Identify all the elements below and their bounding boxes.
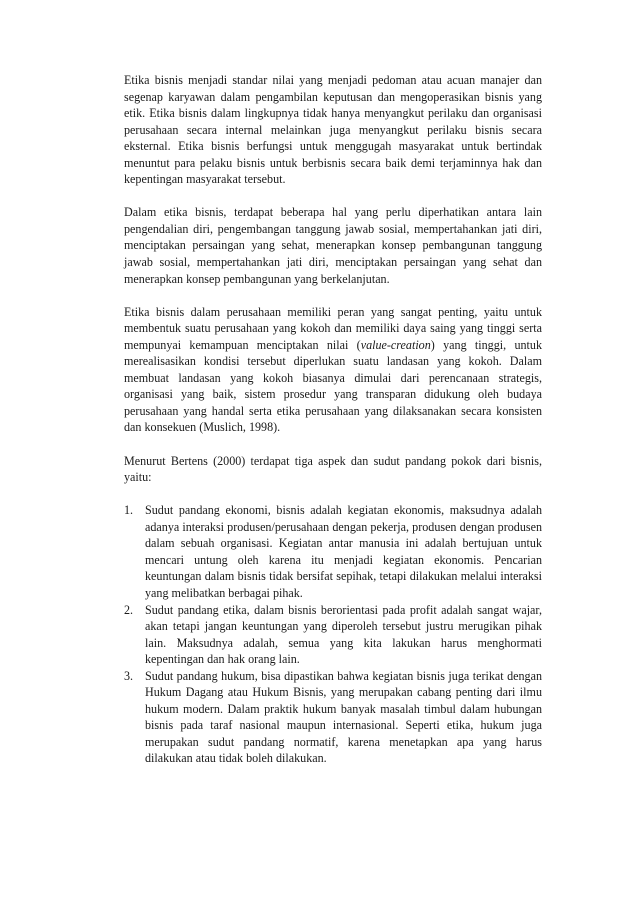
- paragraph-role-text-start: Etika bisnis dalam perusahaan memiliki peran yang sangat penting, yaitu untuk membentuk suatu perusahaan yang kokoh dan memiliki daya saing yang tinggi serta mempunyai kemampuan menciptakan nilai (: [124, 304, 542, 352]
- list-item-ethics-view: [124, 602, 542, 668]
- paragraph-role-text-end: ) yang tinggi, untuk merealisasikan kondisi tersebut diperlukan suatu landasan yang kokoh. Dalam membuat landasan yang kokoh biasanya dimulai dari perencanaan strategis, organisasi yang baik, sistem prosedur yang transparan didukung oleh budaya perusahaan yang handal serta etika perusahaan yang dilaksanakan secara konsisten dan konsekuen (Muslich, 1998).: [124, 337, 542, 435]
- aspects-list: [124, 502, 542, 767]
- list-item-number: 3.: [124, 668, 134, 683]
- document-page: [124, 72, 542, 767]
- list-item-economic-view: [124, 502, 542, 601]
- paragraph-business-ethics-role: [124, 304, 542, 436]
- list-item-text: Sudut pandang hukum, bisa dipastikan bahwa kegiatan bisnis juga terikat dengan Hukum Dagang atau Hukum Bisnis, yang merupakan cabang penting dari ilmu hukum modern. Dalam praktik hukum banyak masalah timbul dalam hubungan bisnis pada taraf nasional maupun internasional. Seperti etika, hukum juga merupakan sudut pandang normatif, karena menetapkan apa yang harus dilakukan atau tidak boleh dilakukan.: [145, 668, 542, 766]
- list-item-text: Sudut pandang etika, dalam bisnis berorientasi pada profit adalah sangat wajar, akan tetapi jangan keuntungan yang diperoleh tersebut justru merugikan pihak lain. Maksudnya adalah, semua yang kita lakukan harus menghormati kepentingan dan hak orang lain.: [145, 602, 542, 667]
- list-item-number: 1.: [124, 503, 134, 518]
- paragraph-bertens-intro: Menurut Bertens (2000) terdapat tiga aspek dan sudut pandang pokok dari bisnis, yaitu:: [124, 453, 542, 485]
- list-item-legal-view: [124, 668, 542, 767]
- list-item-number: 2.: [124, 602, 134, 617]
- list-item-text: Sudut pandang ekonomi, bisnis adalah kegiatan ekonomis, maksudnya adalah adanya interaksi produsen/perusahaan dengan pekerja, produsen dengan produsen dalam sebuah organisasi. Kegiatan antar manusia ini adalah bertujuan untuk mencari untung oleh karena itu menjadi kegiatan ekonomis. Pencarian keuntungan dalam bisnis tidak bersifat sepihak, tetapi dilakukan melalui interaksi yang melibatkan berbagai pihak.: [145, 503, 542, 600]
- paragraph-business-ethics-considerations: Dalam etika bisnis, terdapat beberapa hal yang perlu diperhatikan antara lain pengendalian diri, pengembangan tanggung jawab sosial, mempertahankan jati diri, menciptakan persaingan yang sehat, menerapkan konsep pembangunan tanggung jawab sosial, mempertahankan jati diri, menciptakan persaingan yang sehat dan menerapkan konsep pembangunan yang berkelanjutan.: [124, 205, 542, 286]
- paragraph-business-ethics-definition: Etika bisnis menjadi standar nilai yang menjadi pedoman atau acuan manajer dan segenap karyawan dalam pengambilan keputusan dan mengoperasikan bisnis yang etik. Etika bisnis dalam lingkupnya tidak hanya menyangkut perilaku dan organisasi perusahaan secara internal melainkan juga menyangkut perilaku bisnis secara eksternal. Etika bisnis berfungsi untuk menggugah masyarakat untuk bertindak menuntut para pelaku bisnis untuk berbisnis secara baik demi terjaminnya hak dan kepentingan masyarakat tersebut.: [124, 73, 542, 187]
- paragraph-role-italic-term: value-creation: [360, 337, 431, 352]
